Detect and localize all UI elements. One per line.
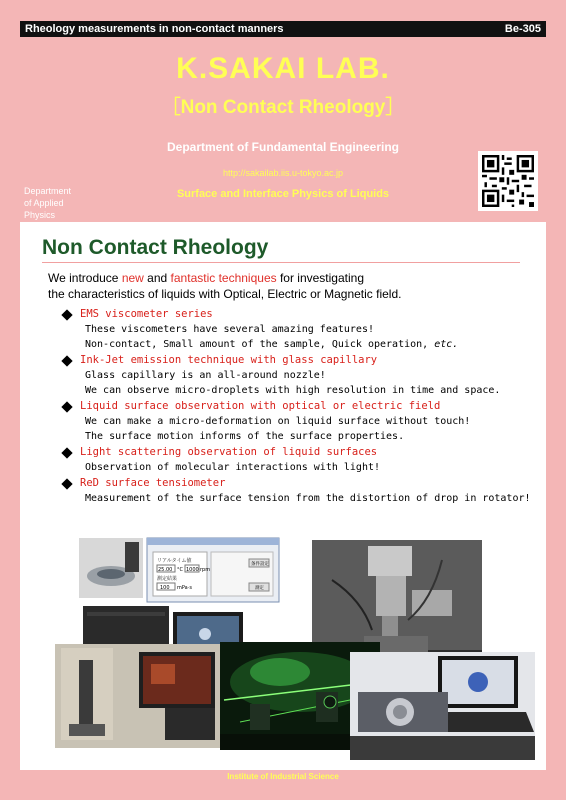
list-item <box>60 307 540 352</box>
photo-microscope <box>55 644 235 748</box>
diamond-bullet-icon <box>61 401 72 412</box>
diamond-bullet-icon <box>61 478 72 489</box>
intro-line-2: the characteristics of liquids with Optical, Electric or Magnetic field. <box>48 287 402 301</box>
screen-button-measure: 測定 <box>255 586 264 591</box>
diamond-bullet-icon <box>61 309 72 320</box>
screen-label-realtime: リアルタイム値 <box>157 558 192 564</box>
technique-list <box>60 307 540 507</box>
content-panel <box>20 222 546 770</box>
side-note <box>24 185 71 221</box>
intro-part: We introduce <box>48 271 122 285</box>
list-item <box>60 399 540 444</box>
institute-footer: Institute of Industrial Science <box>227 772 339 781</box>
booth-code: Be-305 <box>504 23 541 35</box>
qr-code <box>478 151 538 211</box>
item-title: Liquid surface observation with optical or electric field <box>80 400 441 412</box>
intro-text <box>48 270 401 302</box>
diamond-bullet-icon <box>61 355 72 366</box>
item-line: These viscometers have several amazing features! <box>85 324 374 335</box>
qr-code-icon <box>482 155 534 207</box>
side-note-line: Physics <box>24 210 56 220</box>
screen-value-speed: 1000 <box>186 567 199 573</box>
intro-highlight-fantastic: fantastic techniques <box>170 271 277 285</box>
department-name: Department of Fundamental Engineering <box>166 140 400 154</box>
item-line: Non-contact, Small amount of the sample, Quick operation, etc. <box>85 339 459 350</box>
item-title: EMS viscometer series <box>80 308 213 320</box>
section-title: Non Contact Rheology <box>42 236 269 259</box>
microscope-photo-icon <box>55 644 235 748</box>
intro-part: and <box>143 271 171 285</box>
tensiometer-photo-icon <box>350 652 535 760</box>
item-line: Observation of molecular interactions with light! <box>85 462 381 473</box>
item-line: We can make a micro-deformation on liquid surface without touch! <box>85 416 471 427</box>
screen-label-result: 測定結果 <box>157 576 178 582</box>
item-title: Ink-Jet emission technique with glass capillary <box>80 354 378 366</box>
item-line-tail: etc. <box>434 339 459 350</box>
side-note-line: Department <box>24 186 72 196</box>
list-item <box>60 353 540 398</box>
photo-red-tensiometer <box>350 652 535 760</box>
section-divider <box>42 262 520 263</box>
research-field: Surface and Interface Physics of Liquids <box>176 188 390 200</box>
item-line: The surface motion informs of the surface properties. <box>85 431 405 442</box>
lab-name: K.SAKAI LAB. <box>176 52 390 85</box>
item-line: Measurement of the surface tension from the distortion of drop in rotator! <box>85 493 531 504</box>
item-line: We can observe micro-droplets with high resolution in time and space. <box>85 385 501 396</box>
top-bar <box>20 21 546 37</box>
item-title: Light scattering observation of liquid surfaces <box>80 446 378 458</box>
list-item <box>60 445 540 475</box>
list-item <box>60 476 540 506</box>
screen-unit-viscosity: mPa·s <box>177 585 192 591</box>
lab-url[interactable]: http://sakailab.iis.u-tokyo.ac.jp <box>222 168 344 178</box>
item-line: Glass capillary is an all-around nozzle! <box>85 370 326 381</box>
screen-value-viscosity: 100 <box>160 585 170 591</box>
intro-highlight-new: new <box>121 271 144 285</box>
intro-part: for investigating <box>276 271 365 285</box>
diamond-bullet-icon <box>61 447 72 458</box>
lab-subtitle: ［Non Contact Rheology］ <box>161 97 405 118</box>
side-note-line: of Applied <box>24 198 64 208</box>
screen-value-temp: 25.00 <box>158 567 173 573</box>
screen-unit-speed: rpm <box>200 567 211 573</box>
item-title: ReD surface tensiometer <box>80 477 226 489</box>
screen-unit-temp: °C <box>177 567 183 573</box>
screen-button-settings: 条件設定 <box>251 562 269 567</box>
topic-label: Rheology measurements in non-contact manners <box>25 23 284 35</box>
